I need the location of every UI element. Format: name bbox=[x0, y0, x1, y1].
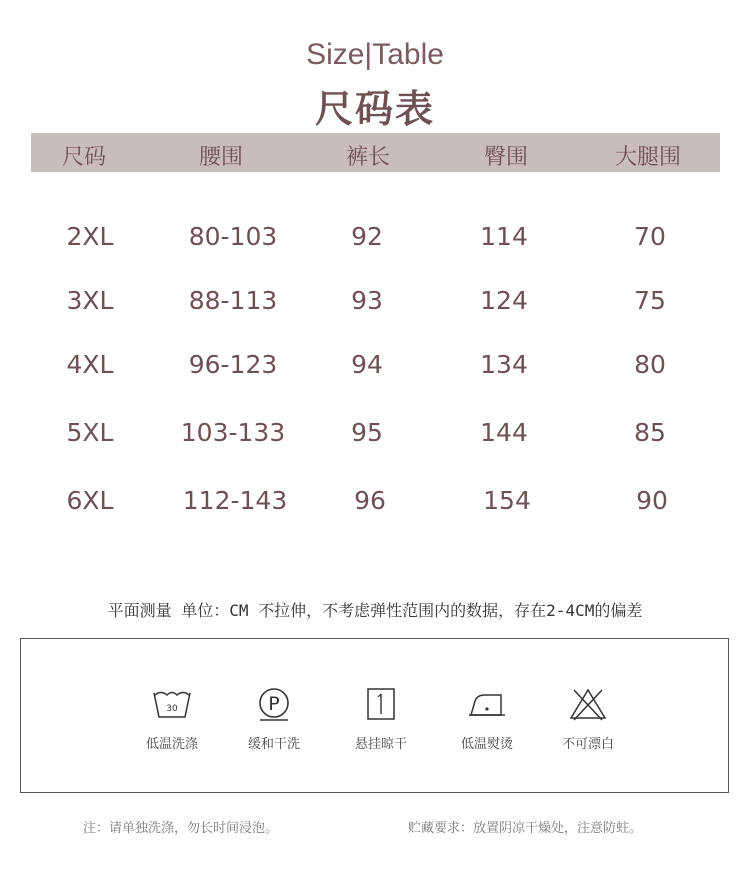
wash-30-icon bbox=[152, 687, 192, 721]
care-item-dryclean bbox=[229, 687, 319, 752]
table-cell: 4XL bbox=[66, 350, 114, 379]
header-hip: 臀围 bbox=[483, 145, 529, 170]
line-dry-icon bbox=[361, 687, 401, 721]
dry-clean-p-icon bbox=[254, 687, 294, 721]
no-bleach-icon bbox=[568, 687, 608, 721]
care-label-linedry: 悬挂晾干 bbox=[354, 737, 407, 752]
measurement-note: 平面测量 单位：CM 不拉伸，不考虑弹性范围内的数据，存在2-4CM的偏差 bbox=[107, 601, 643, 620]
low-iron-icon bbox=[467, 687, 507, 721]
care-instructions-box bbox=[20, 638, 729, 793]
svg-text:30: 30 bbox=[166, 704, 178, 714]
header-size: 尺码 bbox=[61, 145, 107, 170]
header-waist: 腰围 bbox=[198, 145, 244, 170]
title-chinese: 尺码表 bbox=[314, 87, 435, 131]
table-cell: 154 bbox=[483, 486, 531, 515]
table-cell: 112-143 bbox=[182, 486, 288, 515]
table-cell: 96 bbox=[354, 486, 386, 515]
care-label-nobleach: 不可漂白 bbox=[561, 737, 614, 752]
table-cell: 80-103 bbox=[188, 222, 278, 251]
care-label-iron: 低温熨烫 bbox=[460, 737, 513, 752]
care-label-dryclean: 缓和干洗 bbox=[247, 737, 300, 752]
care-label-wash: 低温洗涤 bbox=[145, 737, 198, 752]
footer-storage-note: 贮藏要求：放置阴凉干燥处，注意防蛀。 bbox=[408, 821, 643, 836]
footer-wash-note: 注：请单独洗涤，勿长时间浸泡。 bbox=[83, 821, 279, 836]
title-english: Size|Table bbox=[306, 38, 444, 71]
table-cell: 75 bbox=[634, 286, 666, 315]
table-cell: 114 bbox=[480, 222, 528, 251]
table-cell: 80 bbox=[634, 350, 666, 379]
table-cell: 85 bbox=[634, 418, 666, 447]
table-cell: 3XL bbox=[66, 286, 114, 315]
table-cell: 95 bbox=[351, 418, 383, 447]
table-cell: 124 bbox=[480, 286, 528, 315]
table-cell: 90 bbox=[636, 486, 668, 515]
care-item-wash bbox=[127, 687, 217, 752]
table-cell: 92 bbox=[351, 222, 383, 251]
table-cell: 96-123 bbox=[188, 350, 278, 379]
table-cell: 88-113 bbox=[188, 286, 278, 315]
table-cell: 93 bbox=[351, 286, 383, 315]
table-cell: 134 bbox=[480, 350, 528, 379]
table-cell: 2XL bbox=[66, 222, 114, 251]
header-thigh: 大腿围 bbox=[614, 145, 682, 170]
table-cell: 5XL bbox=[66, 418, 114, 447]
care-item-nobleach bbox=[543, 687, 633, 752]
table-cell: 103-133 bbox=[180, 418, 286, 447]
table-cell: 70 bbox=[634, 222, 666, 251]
svg-text:P: P bbox=[268, 693, 280, 715]
header-length: 裤长 bbox=[345, 145, 391, 170]
table-cell: 94 bbox=[351, 350, 383, 379]
care-item-iron bbox=[442, 687, 532, 752]
table-cell: 6XL bbox=[66, 486, 114, 515]
care-item-linedry bbox=[336, 687, 426, 752]
table-cell: 144 bbox=[480, 418, 528, 447]
